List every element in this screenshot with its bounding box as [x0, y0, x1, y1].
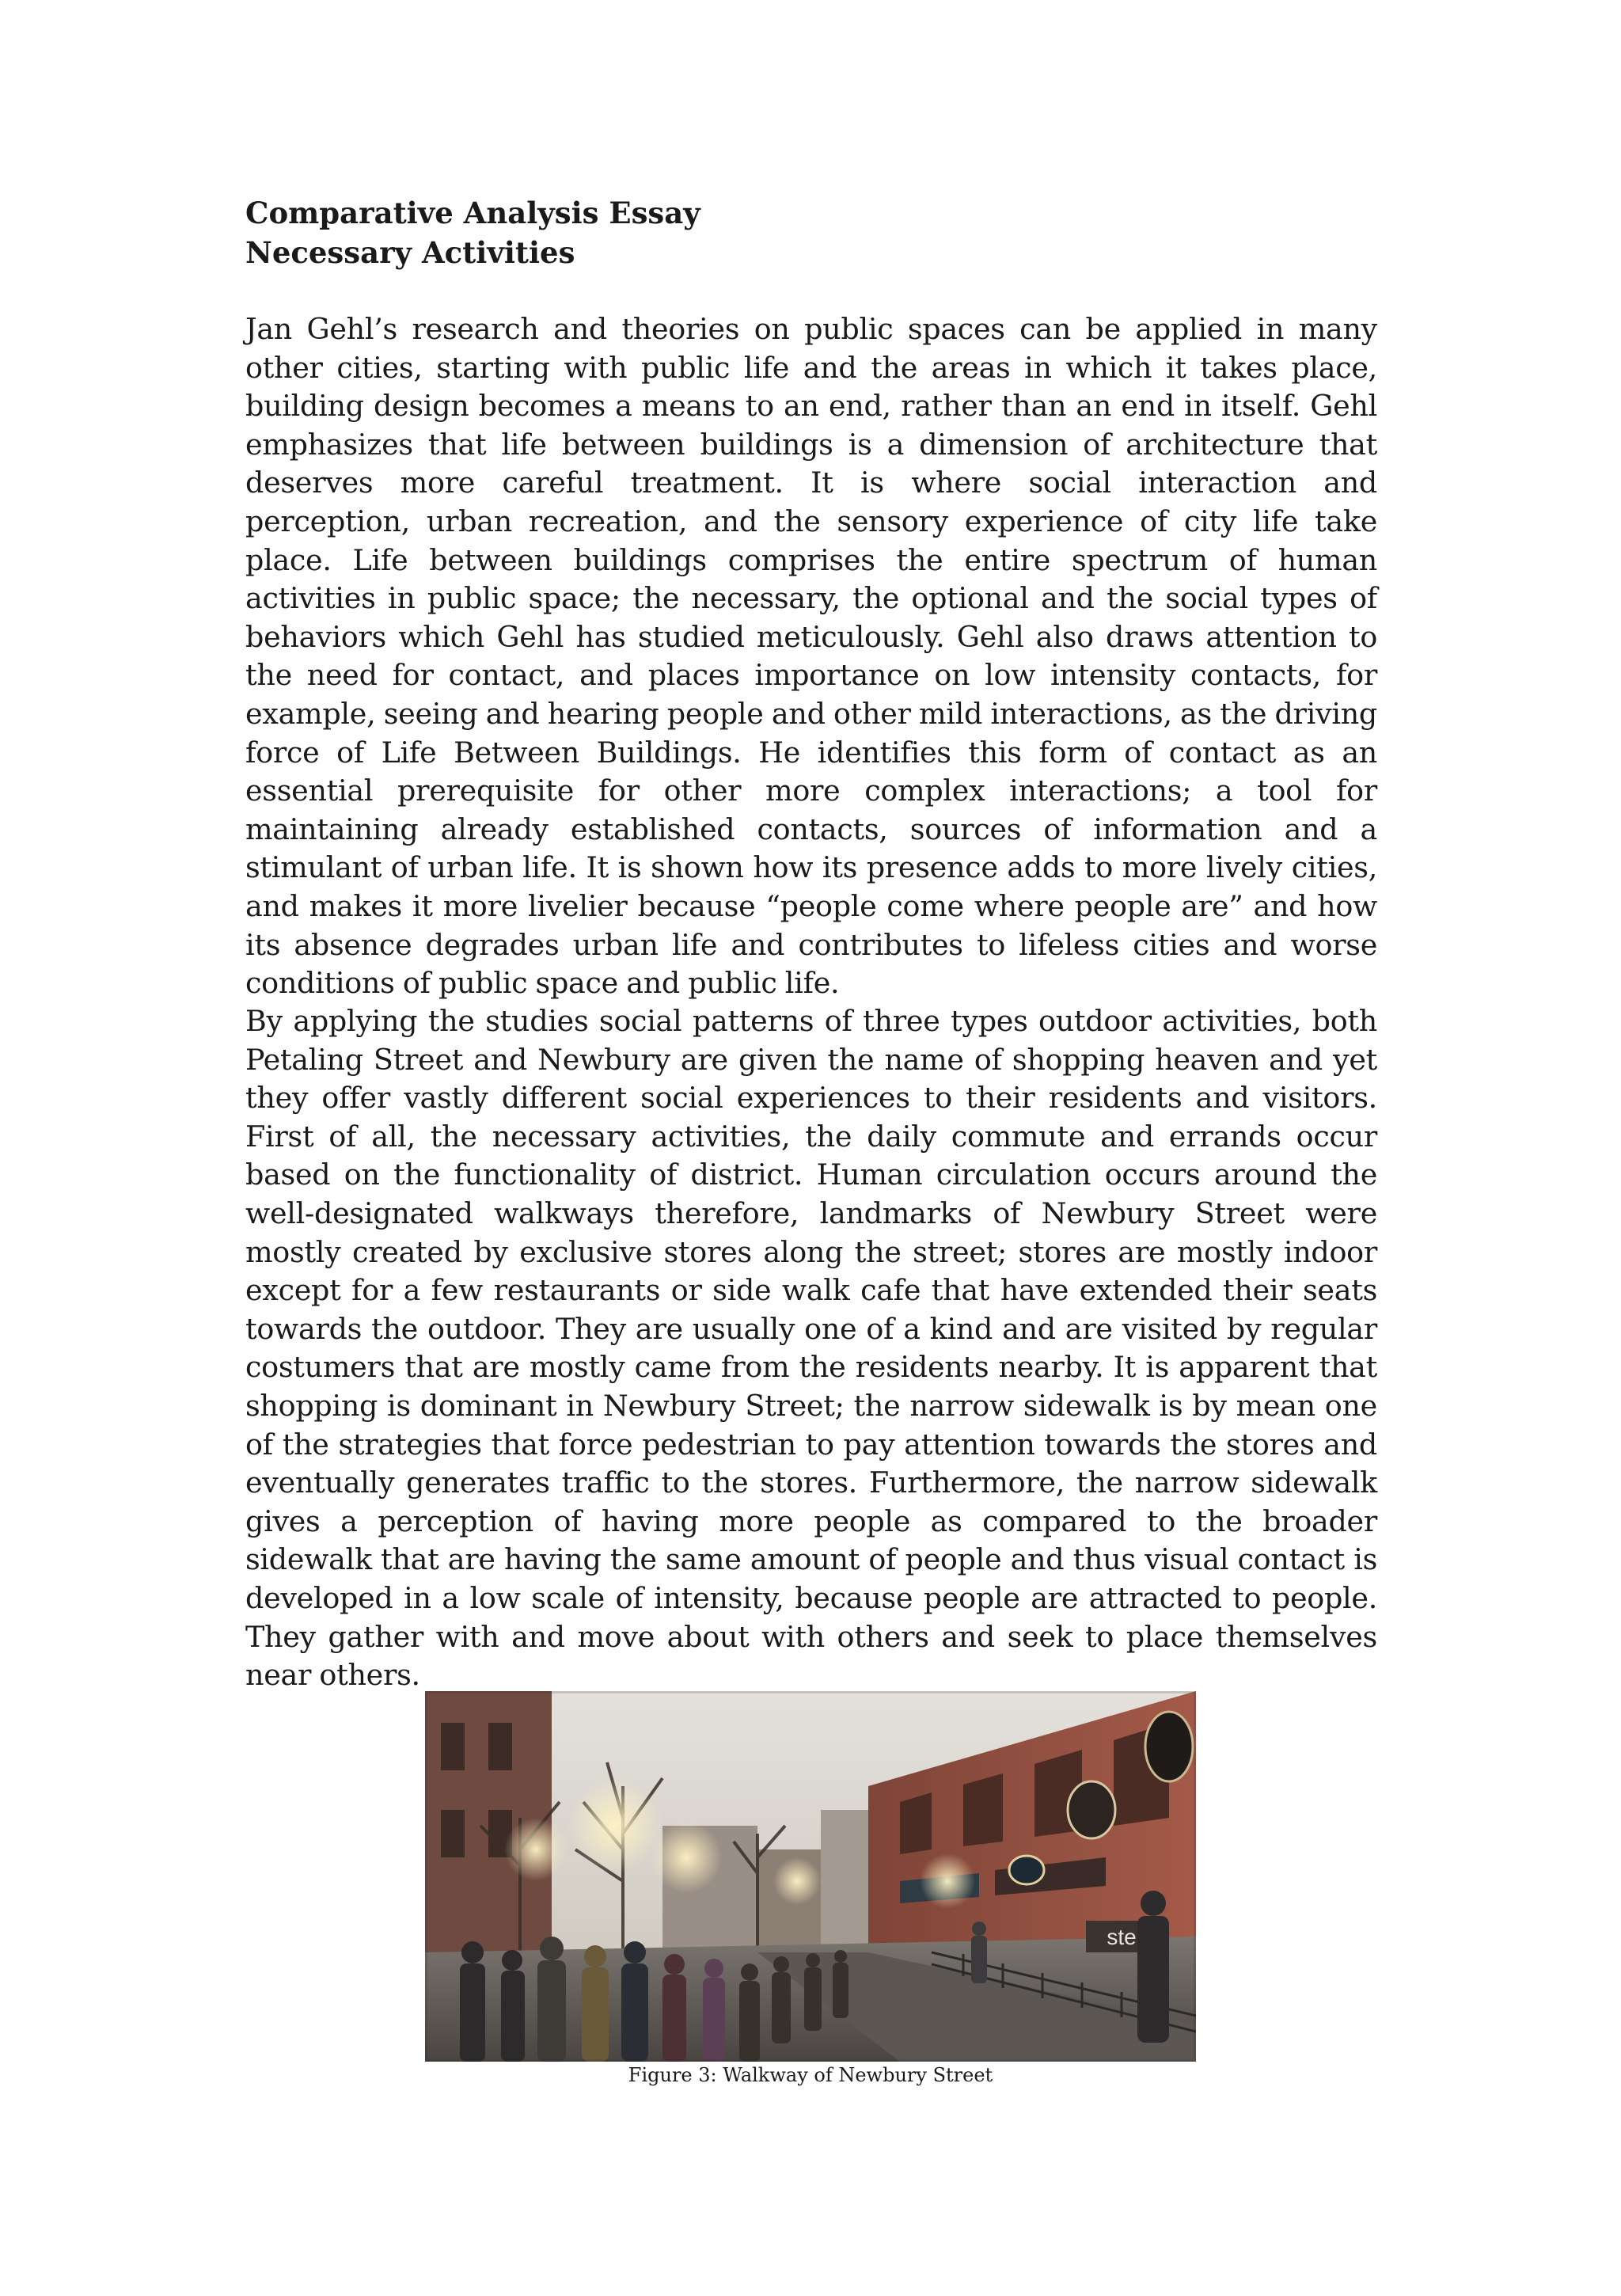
- essay-heading: [245, 193, 1377, 272]
- body-paragraph-2: By applying the studies social patterns of three types outdoor activities, both Petaling Street and Newbury are given the name of shopping heaven and yet they offer vastly different social experiences to their residents and visitors. First of all, the necessary activities, the daily commute and errands occur based on the functionality of district. Human circulation occurs around the well-designated walkways therefore, landmarks of Newbury Street were mostly created by exclusive stores along the street; stores are mostly indoor except for a few restaurants or side walk cafe that have extended their seats towards the outdoor. They are usually one of a kind and are visited by regular costumers that are mostly came from the residents nearby. It is apparent that shopping is dominant in Newbury Street; the narrow sidewalk is by mean one of the strategies that force pedestrian to pay attention towards the stores and eventually generates traffic to the stores. Furthermore, the narrow sidewalk gives a perception of having more people as compared to the broader sidewalk that are having the same amount of people and thus visual contact is developed in a low scale of intensity, because people are attracted to people. They gather with and move about with others and seek to place themselves near others.: [245, 1004, 1377, 1693]
- street-photo-illustration: [425, 1691, 1196, 2062]
- essay-title: Comparative Analysis Essay: [245, 196, 700, 230]
- body-paragraph-1: Jan Gehl’s research and theories on public spaces can be applied in many other cities, starting with public life and the areas in which it takes place, building design becomes a means to an end, rather than an end in itself. Gehl emphasizes that life between buildings is a dimension of architecture that deserves more careful treatment. It is where social interaction and perception, urban recreation, and the sensory experience of city life take place. Life between buildings comprises the entire spectrum of human activities in public space; the necessary, the optional and the social types of behaviors which Gehl has studied meticulously. Gehl also draws attention to the need for contact, and places importance on low intensity contacts, for example, seeing and hearing people and other mild interactions, as the driving force of Life Between Buildings. He identifies this form of contact as an essential prerequisite for other more complex interactions; a tool for maintaining already established contacts, sources of information and a stimulant of urban life. It is shown how its presence adds to more lively cities, and makes it more livelier because “people come where people are” and how its absence degrades urban life and contributes to lifeless cities and worse conditions of public space and public life.: [245, 312, 1377, 1001]
- essay-subtitle: Necessary Activities: [245, 235, 575, 270]
- figure-caption: Figure 3: Walkway of Newbury Street: [628, 2064, 993, 2086]
- figure-newbury-street-photo: [425, 1691, 1196, 2062]
- store-sign-text: ste: [1107, 1925, 1137, 1949]
